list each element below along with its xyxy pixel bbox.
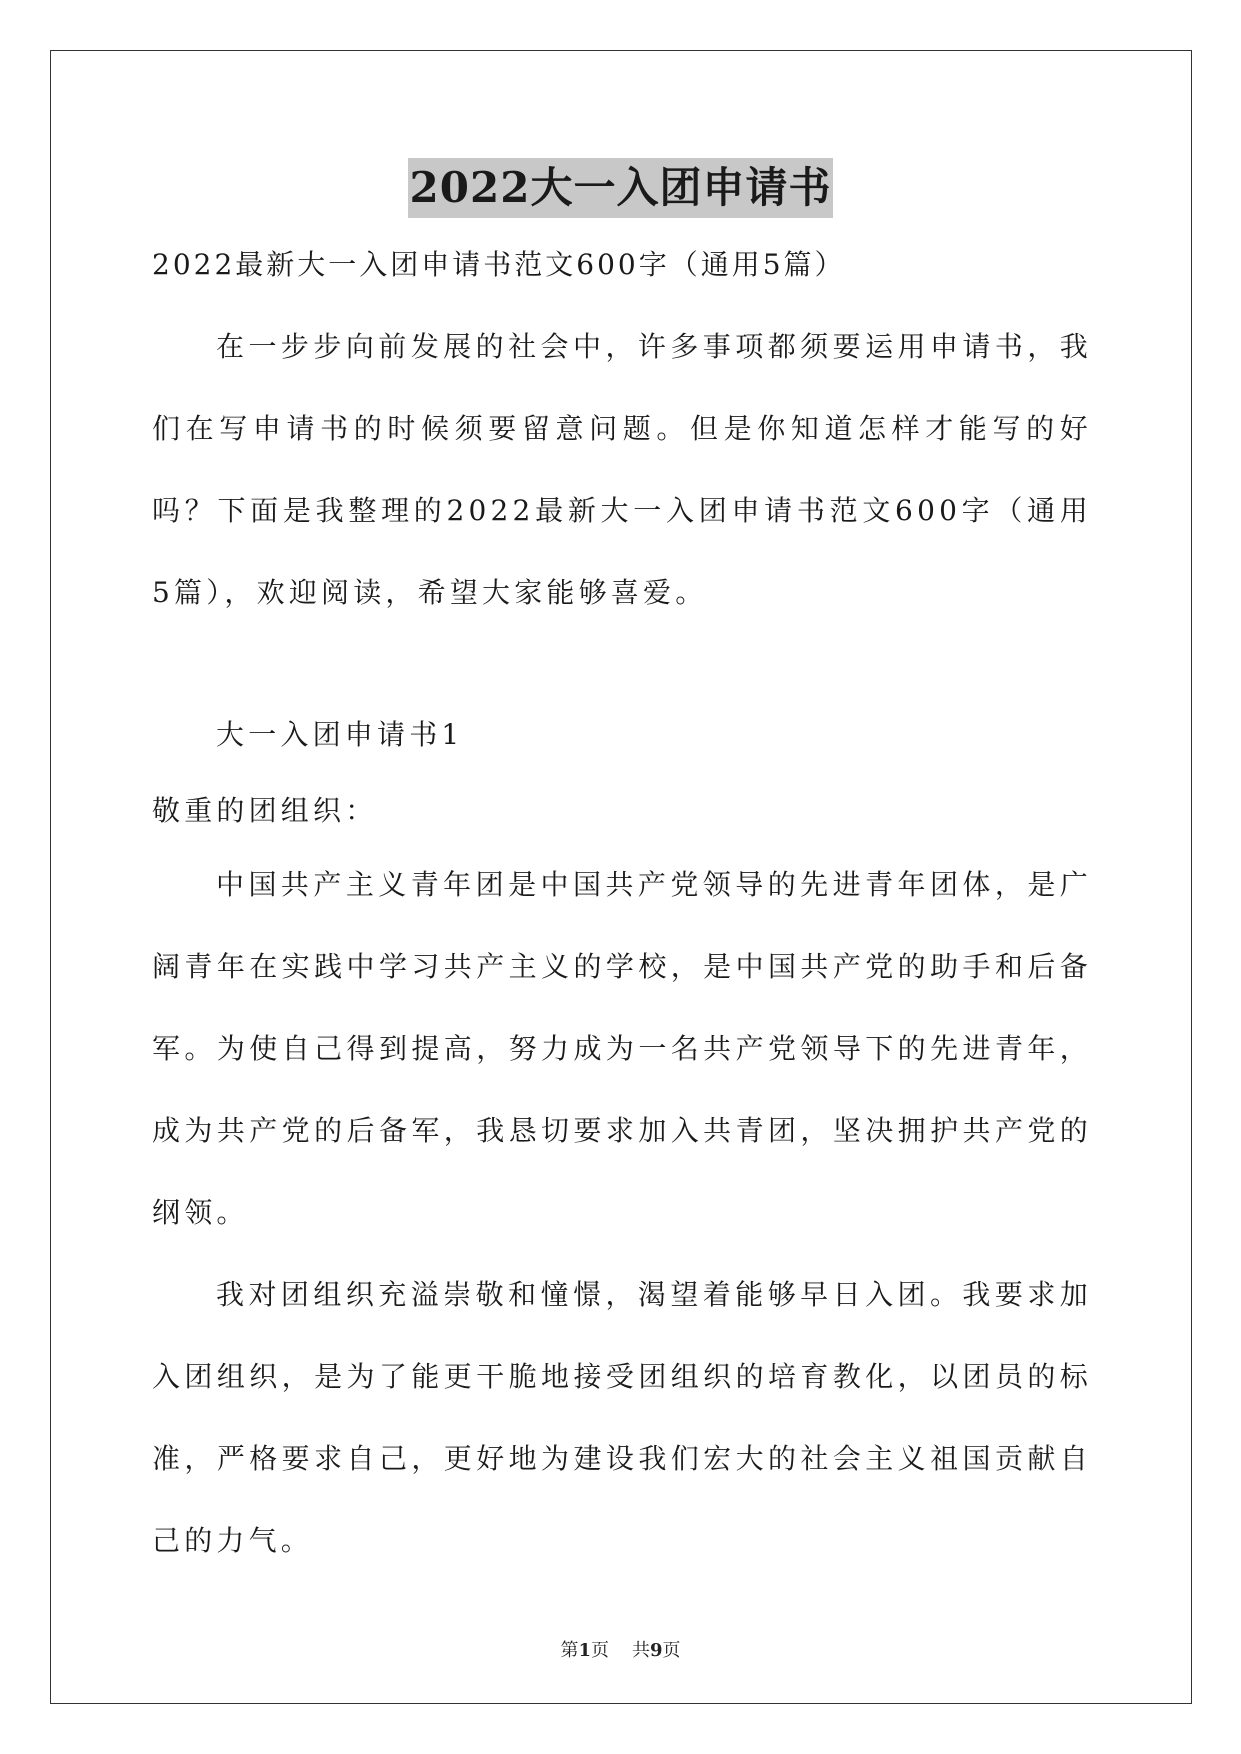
document-title: 2022大一入团申请书 bbox=[408, 158, 834, 218]
section-heading: 大一入团申请书1 bbox=[216, 718, 464, 751]
document-subtitle: 2022最新大一入团申请书范文600字（通用5篇） bbox=[152, 248, 846, 281]
page-prefix: 第 bbox=[560, 1640, 579, 1661]
page-footer bbox=[0, 1636, 1241, 1662]
page-total: 9 bbox=[649, 1640, 663, 1661]
total-prefix: 共 bbox=[631, 1640, 650, 1661]
intro-paragraph: 在一步步向前发展的社会中，许多事项都须要运用申请书，我们在写申请书的时候须要留意问题。但是你知道怎样才能写的好吗？下面是我整理的2022最新大一入团申请书范文600字（通用5篇），欢迎阅读，希望大家能够喜爱。 bbox=[152, 330, 1092, 609]
salutation: 敬重的团组织： bbox=[152, 794, 378, 827]
page-suffix: 页 bbox=[591, 1640, 610, 1661]
total-suffix: 页 bbox=[662, 1640, 681, 1661]
page-number: 1 bbox=[578, 1640, 592, 1661]
body-paragraph: 中国共产主义青年团是中国共产党领导的先进青年团体，是广阔青年在实践中学习共产主义的学校，是中国共产党的助手和后备军。为使自己得到提高，努力成为一名共产党领导下的先进青年，成为共产党的后备军，我恳切要求加入共青团，坚决拥护共产党的纲领。 bbox=[152, 868, 1092, 1229]
body-paragraph: 我对团组织充溢崇敬和憧憬，渴望着能够早日入团。我要求加入团组织，是为了能更干脆地接受团组织的培育教化，以团员的标准，严格要求自己，更好地为建设我们宏大的社会主义祖国贡献自己的力气。 bbox=[152, 1278, 1092, 1557]
title-container bbox=[0, 158, 1241, 218]
document-body bbox=[152, 246, 1092, 1582]
